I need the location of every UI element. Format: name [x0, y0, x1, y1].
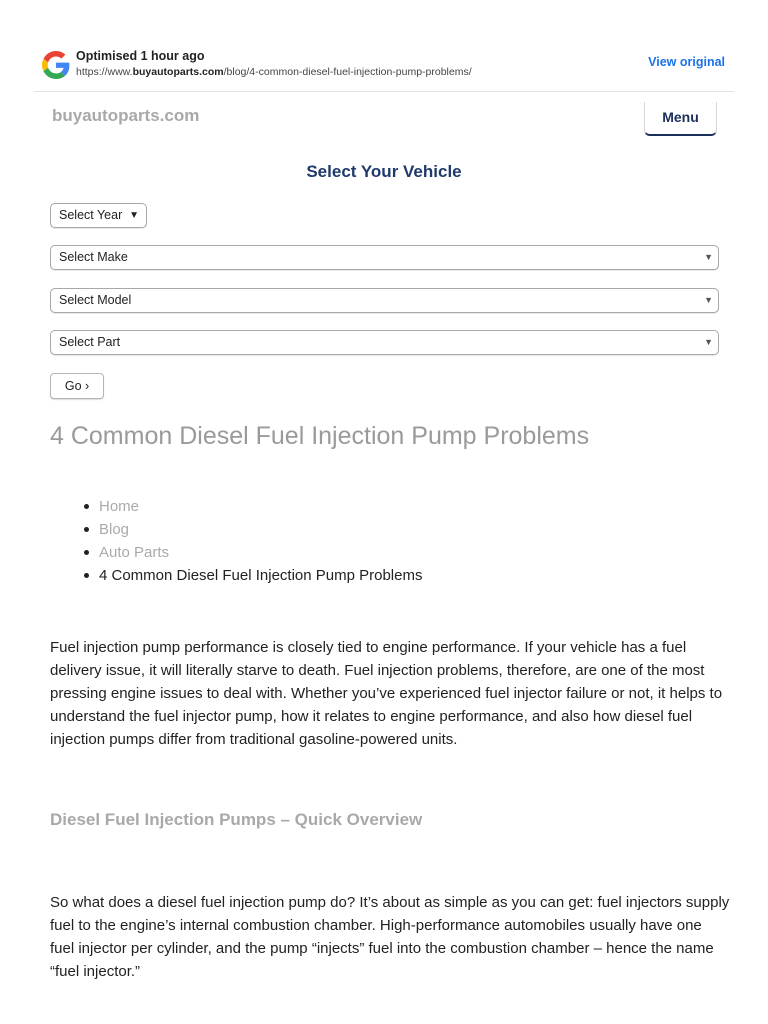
breadcrumb-link-blog[interactable]: Blog	[99, 521, 130, 538]
breadcrumb-link-auto-parts[interactable]: Auto Parts	[99, 544, 170, 561]
select-year-value: Select Year	[59, 208, 123, 222]
section-paragraph: So what does a diesel fuel injection pump do? It’s about as simple as you can get: fuel injectors supply fuel to the engine’s internal combustion chamber. High-performance automobiles usually have one fuel injector per cylinder, and the pump “injects” fuel into the combustion chamber – hence the name “fuel injector.”	[50, 894, 730, 980]
url-domain: buyautoparts.com	[132, 66, 224, 78]
dropdown-arrow-icon: ▼	[129, 210, 139, 221]
dropdown-arrow-icon: ▼	[704, 295, 713, 305]
select-year-dropdown[interactable]	[50, 203, 147, 228]
breadcrumb-link-home[interactable]: Home	[99, 498, 140, 515]
google-g-icon	[42, 51, 70, 79]
dropdown-arrow-icon: ▼	[704, 337, 713, 347]
url-prefix: https://www.	[76, 66, 133, 78]
select-part-dropdown[interactable]	[50, 330, 719, 355]
url-path: /blog/4-common-diesel-fuel-injection-pump-problems/	[223, 66, 472, 78]
select-model-dropdown[interactable]	[50, 288, 719, 313]
breadcrumb-item	[99, 495, 422, 518]
dropdown-arrow-icon: ▼	[704, 252, 713, 262]
optimised-status: Optimised 1 hour ago	[76, 49, 205, 63]
vehicle-selector-title: Select Your Vehicle	[306, 162, 462, 181]
site-logo[interactable]: buyautoparts.com	[52, 106, 200, 125]
breadcrumb-item	[99, 564, 422, 587]
section-heading: Diesel Fuel Injection Pumps – Quick Overview	[50, 810, 423, 829]
breadcrumb-item	[99, 541, 422, 564]
menu-button[interactable]: Menu	[644, 102, 717, 136]
go-button[interactable]: Go ›	[50, 373, 104, 399]
select-model-value: Select Model	[59, 293, 132, 307]
view-original-link[interactable]: View original	[648, 55, 725, 69]
select-make-value: Select Make	[59, 250, 128, 264]
select-make-dropdown[interactable]	[50, 245, 719, 270]
breadcrumb	[50, 495, 422, 587]
breadcrumb-current-page: 4 Common Diesel Fuel Injection Pump Problems	[99, 567, 423, 584]
breadcrumb-item	[99, 518, 422, 541]
source-url	[76, 66, 472, 78]
intro-paragraph: Fuel injection pump performance is closely tied to engine performance. If your vehicle has a fuel delivery issue, it will literally starve to death. Fuel injection problems, therefore, are one of the most pressing engine issues to deal with. Whether you’ve experienced fuel injector failure or not, it helps to understand the fuel injector pump, how it relates to engine performance, and also how diesel fuel injection pumps differ from traditional gasoline-powered units.	[50, 639, 723, 748]
amp-banner	[34, 40, 734, 92]
article-title: 4 Common Diesel Fuel Injection Pump Problems	[50, 422, 590, 450]
select-part-value: Select Part	[59, 335, 121, 349]
